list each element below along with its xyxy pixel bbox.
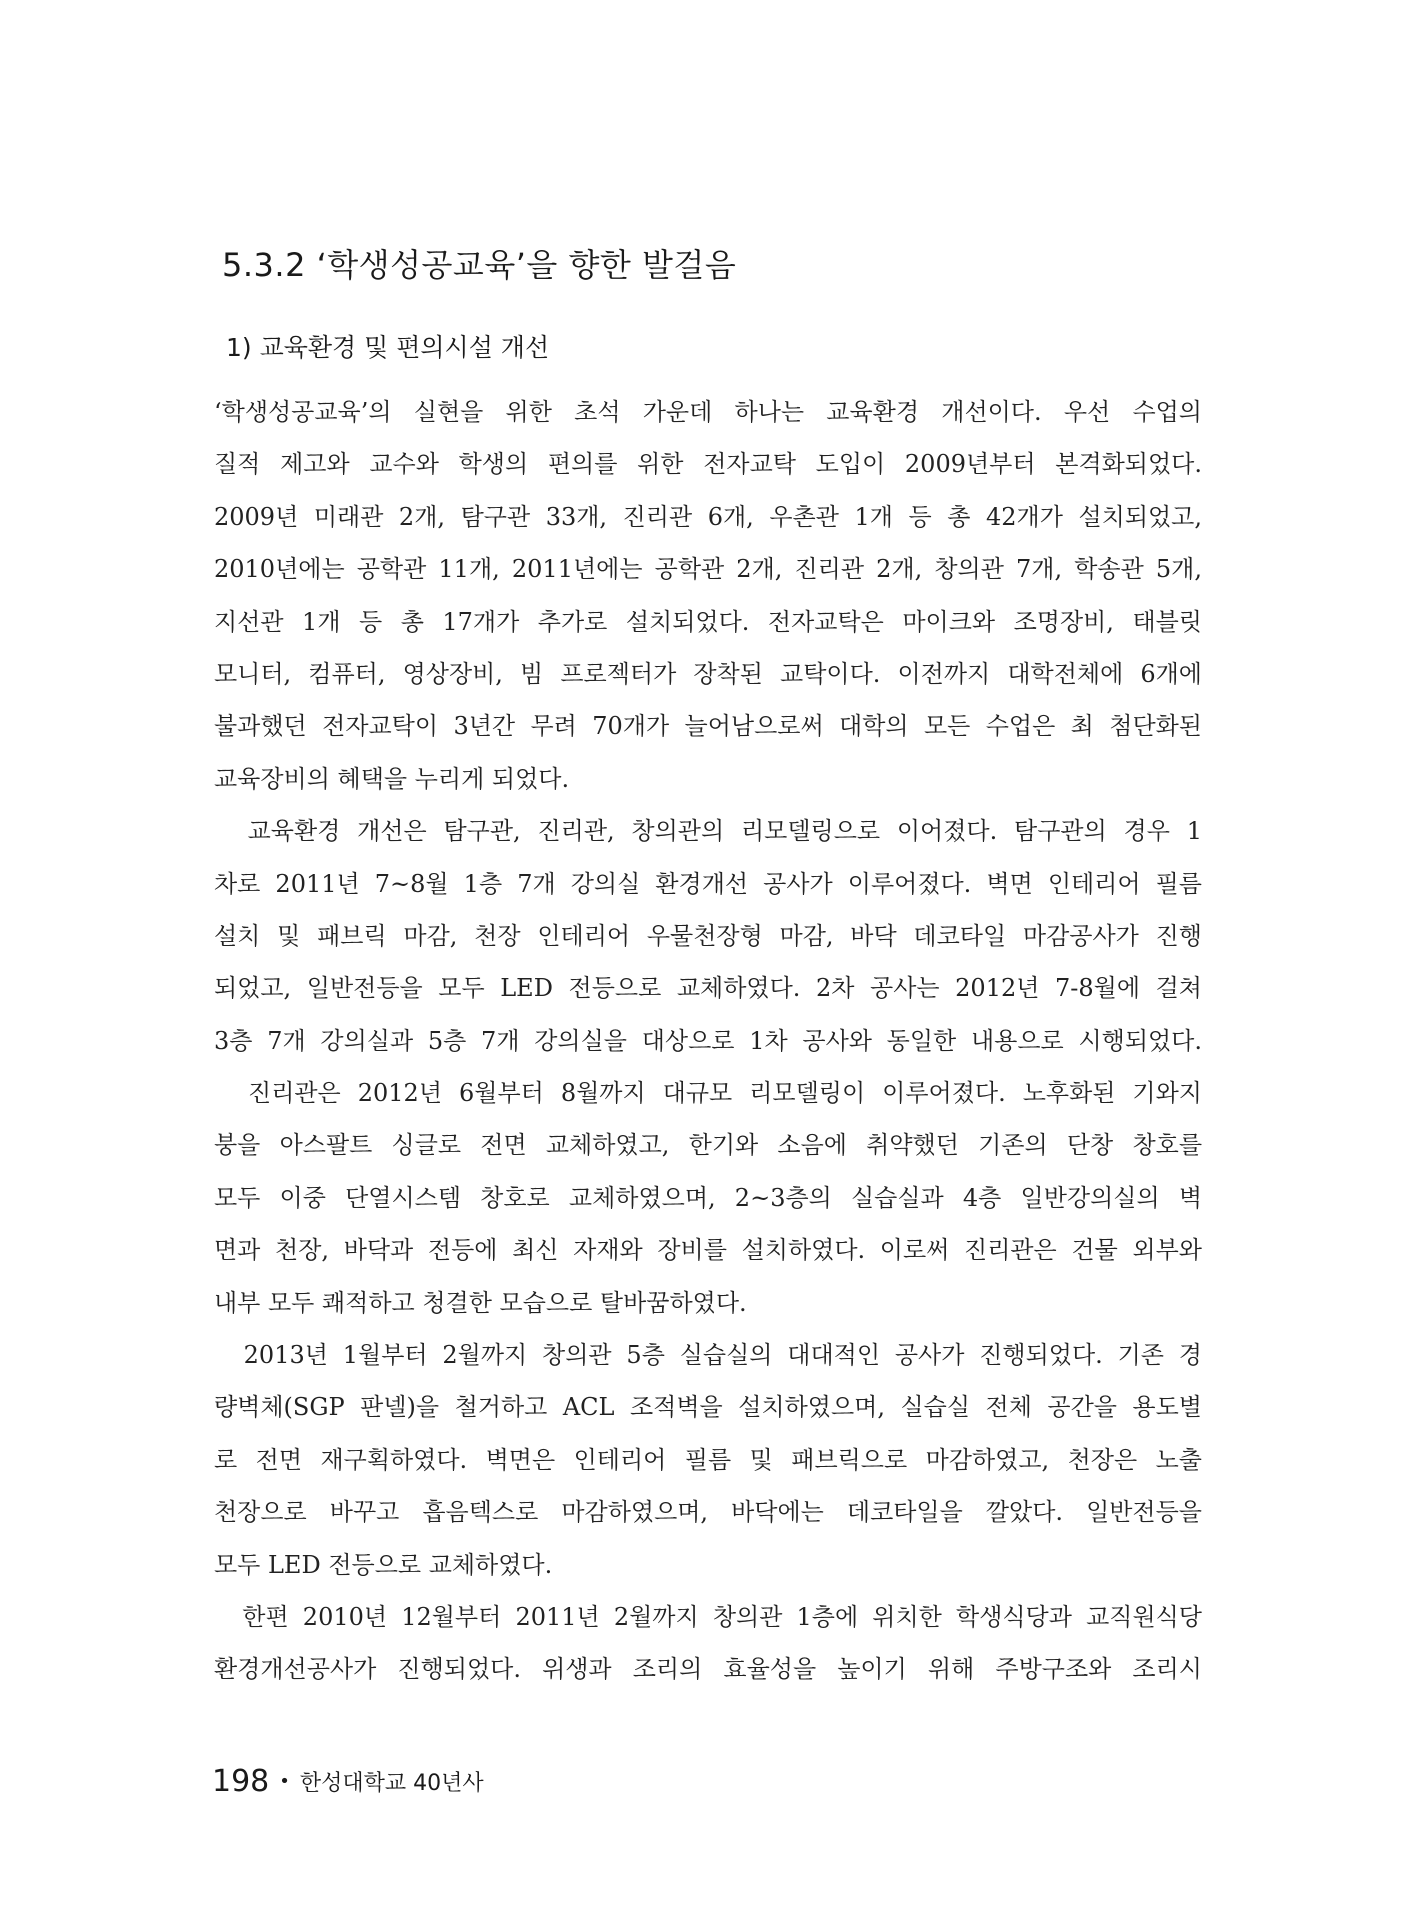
text-line: 환경개선공사가 진행되었다. 위생과 조리의 효율성을 높이기 위해 주방구조와 조리시 — [214, 1655, 1202, 1684]
page-footer — [212, 1764, 484, 1799]
text-line: 2010년에는 공학관 11개, 2011년에는 공학관 2개, 진리관 2개, 창의관 7개, 학송관 5개, — [214, 555, 1202, 584]
body-text — [214, 386, 1202, 1696]
text-line: 교육환경 개선은 탐구관, 진리관, 창의관의 리모델링으로 이어졌다. 탐구관의 경우 1 — [214, 817, 1202, 846]
text-line: 내부 모두 쾌적하고 청결한 모습으로 탈바꿈하였다. — [214, 1288, 747, 1317]
text-line: 설치 및 패브릭 마감, 천장 인테리어 우물천장형 마감, 바닥 데코타일 마감공사가 진행 — [214, 921, 1202, 950]
book-title: 한성대학교 40년사 — [299, 1771, 484, 1796]
text-line: 진리관은 2012년 6월부터 8월까지 대규모 리모델링이 이루어졌다. 노후화된 기와지 — [214, 1079, 1202, 1108]
text-line: ‘학생성공교육’의 실현을 위한 초석 가운데 하나는 교육환경 개선이다. 우선 수업의 — [214, 398, 1202, 426]
text-line: 모니터, 컴퓨터, 영상장비, 빔 프로젝터가 장착된 교탁이다. 이전까지 대학전체에 6개에 — [214, 659, 1202, 688]
text-line: 지선관 1개 등 총 17개가 추가로 설치되었다. 전자교탁은 마이크와 조명장비, 태블릿 — [214, 607, 1202, 636]
text-line: 모두 이중 단열시스템 창호로 교체하였으며, 2~3층의 실습실과 4층 일반강의실의 벽 — [214, 1183, 1202, 1212]
page-number: 198 — [212, 1764, 270, 1799]
subsection-title: 1) 교육환경 및 편의시설 개선 — [226, 333, 550, 362]
text-line: 면과 천장, 바닥과 전등에 최신 자재와 장비를 설치하였다. 이로써 진리관은 건물 외부와 — [214, 1236, 1202, 1265]
text-line: 모두 LED 전등으로 교체하였다. — [214, 1550, 553, 1579]
text-line: 천장으로 바꾸고 흡음텍스로 마감하였으며, 바닥에는 데코타일을 깔았다. 일반전등을 — [214, 1498, 1202, 1527]
bullet-separator-icon: • — [279, 1771, 290, 1792]
text-line: 불과했던 전자교탁이 3년간 무려 70개가 늘어남으로써 대학의 모든 수업은 최 첨단화된 — [214, 712, 1202, 741]
text-line: 붕을 아스팔트 싱글로 전면 교체하였고, 한기와 소음에 취약했던 기존의 단창 창호를 — [214, 1131, 1202, 1160]
text-line: 질적 제고와 교수와 학생의 편의를 위한 전자교탁 도입이 2009년부터 본격화되었다. — [214, 450, 1202, 479]
text-line: 2013년 1월부터 2월까지 창의관 5층 실습실의 대대적인 공사가 진행되었다. 기존 경 — [214, 1341, 1202, 1370]
text-line: 되었고, 일반전등을 모두 LED 전등으로 교체하였다. 2차 공사는 2012년 7-8월에 걸쳐 — [214, 974, 1202, 1003]
text-line: 한편 2010년 12월부터 2011년 2월까지 창의관 1층에 위치한 학생식당과 교직원식당 — [214, 1602, 1202, 1631]
section-title: 5.3.2 ‘학생성공교육’을 향한 발걸음 — [222, 246, 737, 284]
text-line: 로 전면 재구획하였다. 벽면은 인테리어 필름 및 패브릭으로 마감하였고, 천장은 노출 — [214, 1445, 1202, 1474]
text-line: 2009년 미래관 2개, 탐구관 33개, 진리관 6개, 우촌관 1개 등 총 42개가 설치되었고, — [214, 502, 1202, 531]
text-line: 3층 7개 강의실과 5층 7개 강의실을 대상으로 1차 공사와 동일한 내용으로 시행되었다. — [214, 1026, 1202, 1055]
text-line: 차로 2011년 7~8월 1층 7개 강의실 환경개선 공사가 이루어졌다. 벽면 인테리어 필름 — [214, 869, 1202, 898]
text-line: 교육장비의 혜택을 누리게 되었다. — [214, 764, 570, 793]
text-line: 량벽체(SGP 판넬)을 철거하고 ACL 조적벽을 설치하였으며, 실습실 전체 공간을 용도별 — [214, 1393, 1202, 1422]
